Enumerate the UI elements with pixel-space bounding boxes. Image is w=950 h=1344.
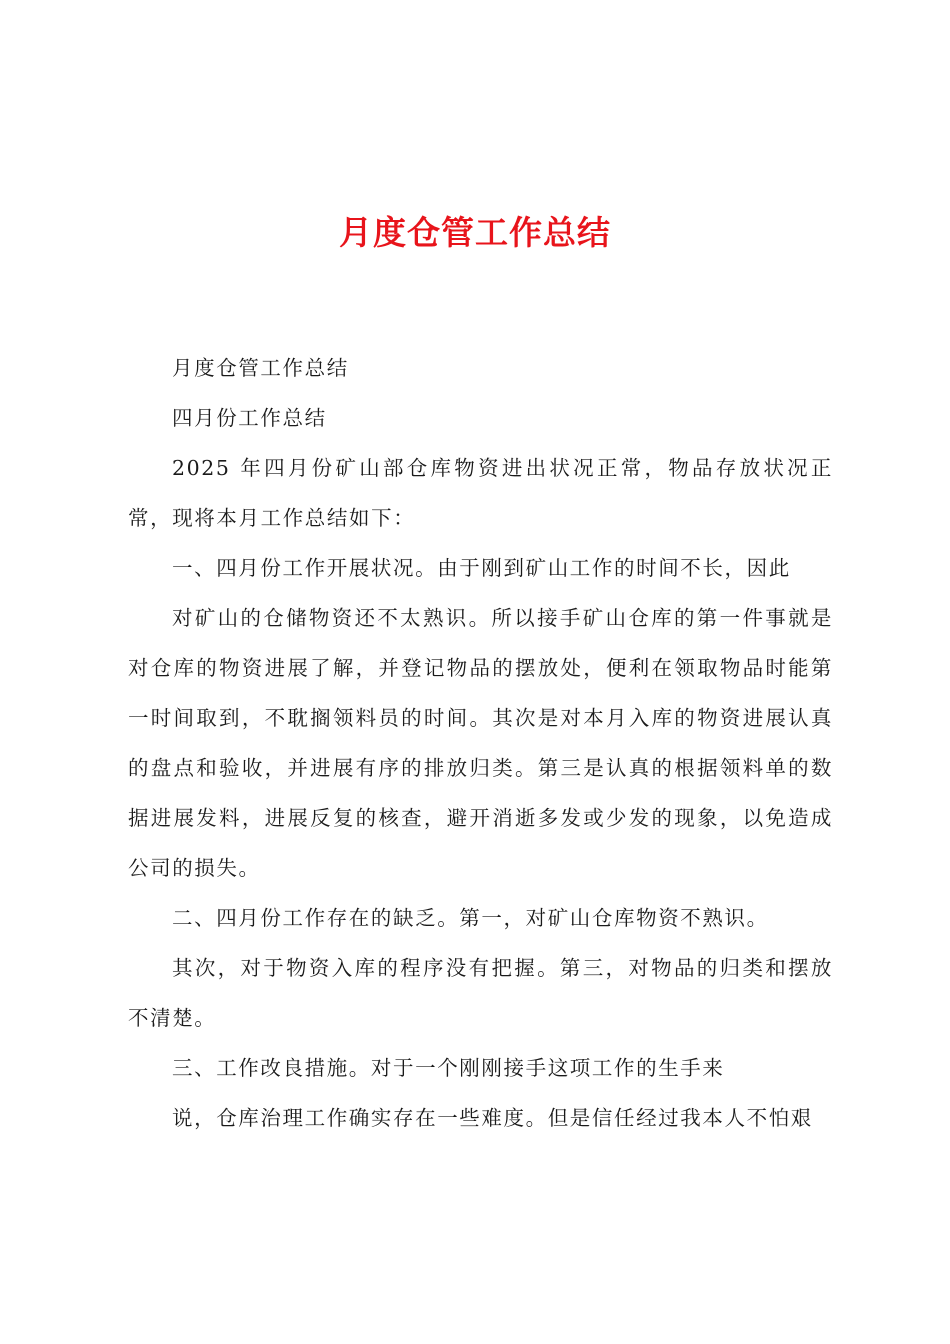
paragraph-section-3-heading: 三、工作改良措施。对于一个刚刚接手这项工作的生手来 <box>172 1056 725 1080</box>
document-body <box>128 343 833 1143</box>
document-title: 月度仓管工作总结 <box>339 213 611 252</box>
paragraph-section-1-heading: 一、四月份工作开展状况。由于刚到矿山工作的时间不长，因此 <box>172 556 791 580</box>
paragraph-section-2-body: 其次，对于物资入库的程序没有把握。第三，对物品的归类和摆放不清楚。 <box>128 956 833 1030</box>
paragraph-section-3-body: 说，仓库治理工作确实存在一些难度。但是信任经过我本人不怕艰 <box>172 1106 813 1130</box>
paragraph-subheading: 四月份工作总结 <box>172 406 327 430</box>
paragraph-intro: 2025 年四月份矿山部仓库物资进出状况正常，物品存放状况正常，现将本月工作总结如下： <box>128 456 833 530</box>
paragraph-section-1-body: 对矿山的仓储物资还不太熟识。所以接手矿山仓库的第一件事就是对仓库的物资进展了解，并登记物品的摆放处，便利在领取物品时能第一时间取到，不耽搁领料员的时间。其次是对本月入库的物资进展认真的盘点和验收，并进展有序的排放归类。第三是认真的根据领料单的数据进展发料，进展反复的核查，避开消逝多发或少发的现象，以免造成公司的损失。 <box>128 606 833 880</box>
paragraph-heading: 月度仓管工作总结 <box>172 356 349 380</box>
paragraph-section-2-heading: 二、四月份工作存在的缺乏。第一，对矿山仓库物资不熟识。 <box>172 906 769 930</box>
